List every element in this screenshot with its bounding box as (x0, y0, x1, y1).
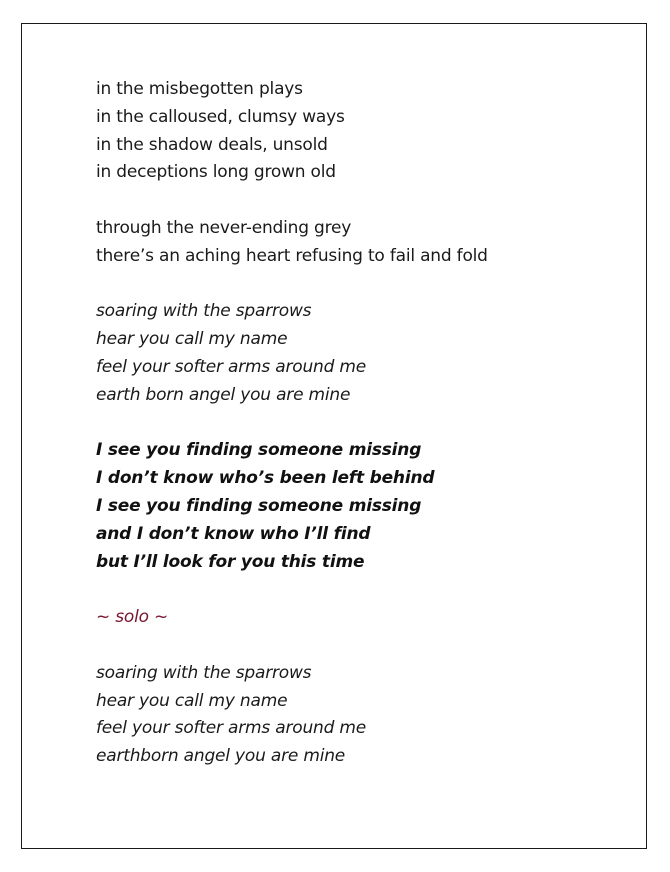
lyric-line: soaring with the sparrows (96, 662, 312, 683)
lyric-line: I see you finding someone missing (96, 495, 422, 516)
lyrics-body (96, 76, 488, 799)
lyric-line: I see you finding someone missing (96, 440, 422, 461)
lyric-line: but I’ll look for you this time (96, 551, 365, 572)
lyric-line: soaring with the sparrows (96, 301, 312, 322)
chorus-1 (96, 298, 488, 409)
lyric-line: hear you call my name (96, 329, 288, 350)
lyric-line: in the calloused, clumsy ways (96, 106, 345, 127)
lyric-line: hear you call my name (96, 690, 288, 711)
verse-2 (96, 215, 488, 271)
lyric-line: in deceptions long grown old (96, 162, 336, 183)
lyric-line: there’s an aching heart refusing to fail and fold (96, 245, 488, 266)
lyric-line: in the shadow deals, unsold (96, 134, 328, 155)
lyric-line: I don’t know who’s been left behind (96, 468, 435, 489)
lyric-line: feel your softer arms around me (96, 356, 367, 377)
solo-label: ~ solo ~ (96, 607, 169, 628)
lyric-line: earthborn angel you are mine (96, 746, 346, 767)
lyric-line: earth born angel you are mine (96, 384, 351, 405)
verse-1 (96, 76, 488, 187)
chorus-2 (96, 660, 488, 771)
lyrics-page (21, 23, 647, 849)
solo-marker (96, 604, 488, 632)
lyric-line: feel your softer arms around me (96, 718, 367, 739)
bridge (96, 437, 488, 576)
lyric-line: through the never-ending grey (96, 217, 352, 238)
lyric-line: in the misbegotten plays (96, 79, 303, 99)
lyric-line: and I don’t know who I’ll find (96, 523, 371, 544)
